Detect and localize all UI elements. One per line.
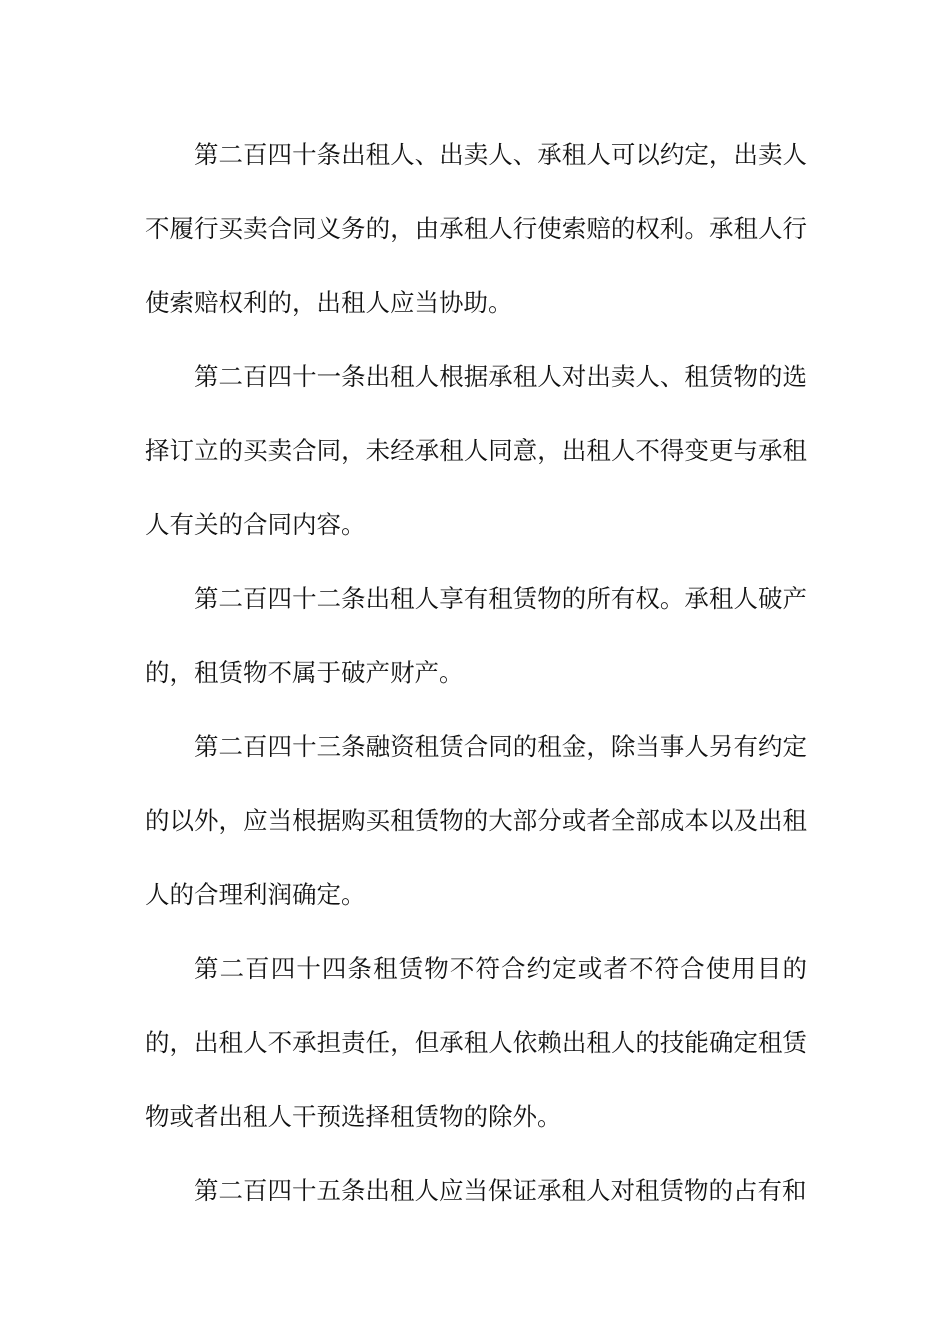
article-242-paragraph: 第二百四十二条出租人享有租赁物的所有权。承租人破产的，租赁物不属于破产财产。	[145, 584, 807, 687]
article-245-paragraph: 第二百四十五条出租人应当保证承租人对租赁物的占有和	[194, 1176, 807, 1205]
document-body	[145, 118, 807, 1228]
article-240-paragraph: 第二百四十条出租人、出卖人、承租人可以约定，出卖人不履行买卖合同义务的，由承租人行使索赔的权利。承租人行使索赔权利的，出租人应当协助。	[145, 140, 807, 317]
article-243-paragraph: 第二百四十三条融资租赁合同的租金，除当事人另有约定的以外，应当根据购买租赁物的大部分或者全部成本以及出租人的合理利润确定。	[145, 732, 807, 909]
article-244-paragraph: 第二百四十四条租赁物不符合约定或者不符合使用目的的，出租人不承担责任，但承租人依赖出租人的技能确定租赁物或者出租人干预选择租赁物的除外。	[145, 954, 807, 1131]
article-241-paragraph: 第二百四十一条出租人根据承租人对出卖人、租赁物的选择订立的买卖合同，未经承租人同意，出租人不得变更与承租人有关的合同内容。	[145, 362, 807, 539]
